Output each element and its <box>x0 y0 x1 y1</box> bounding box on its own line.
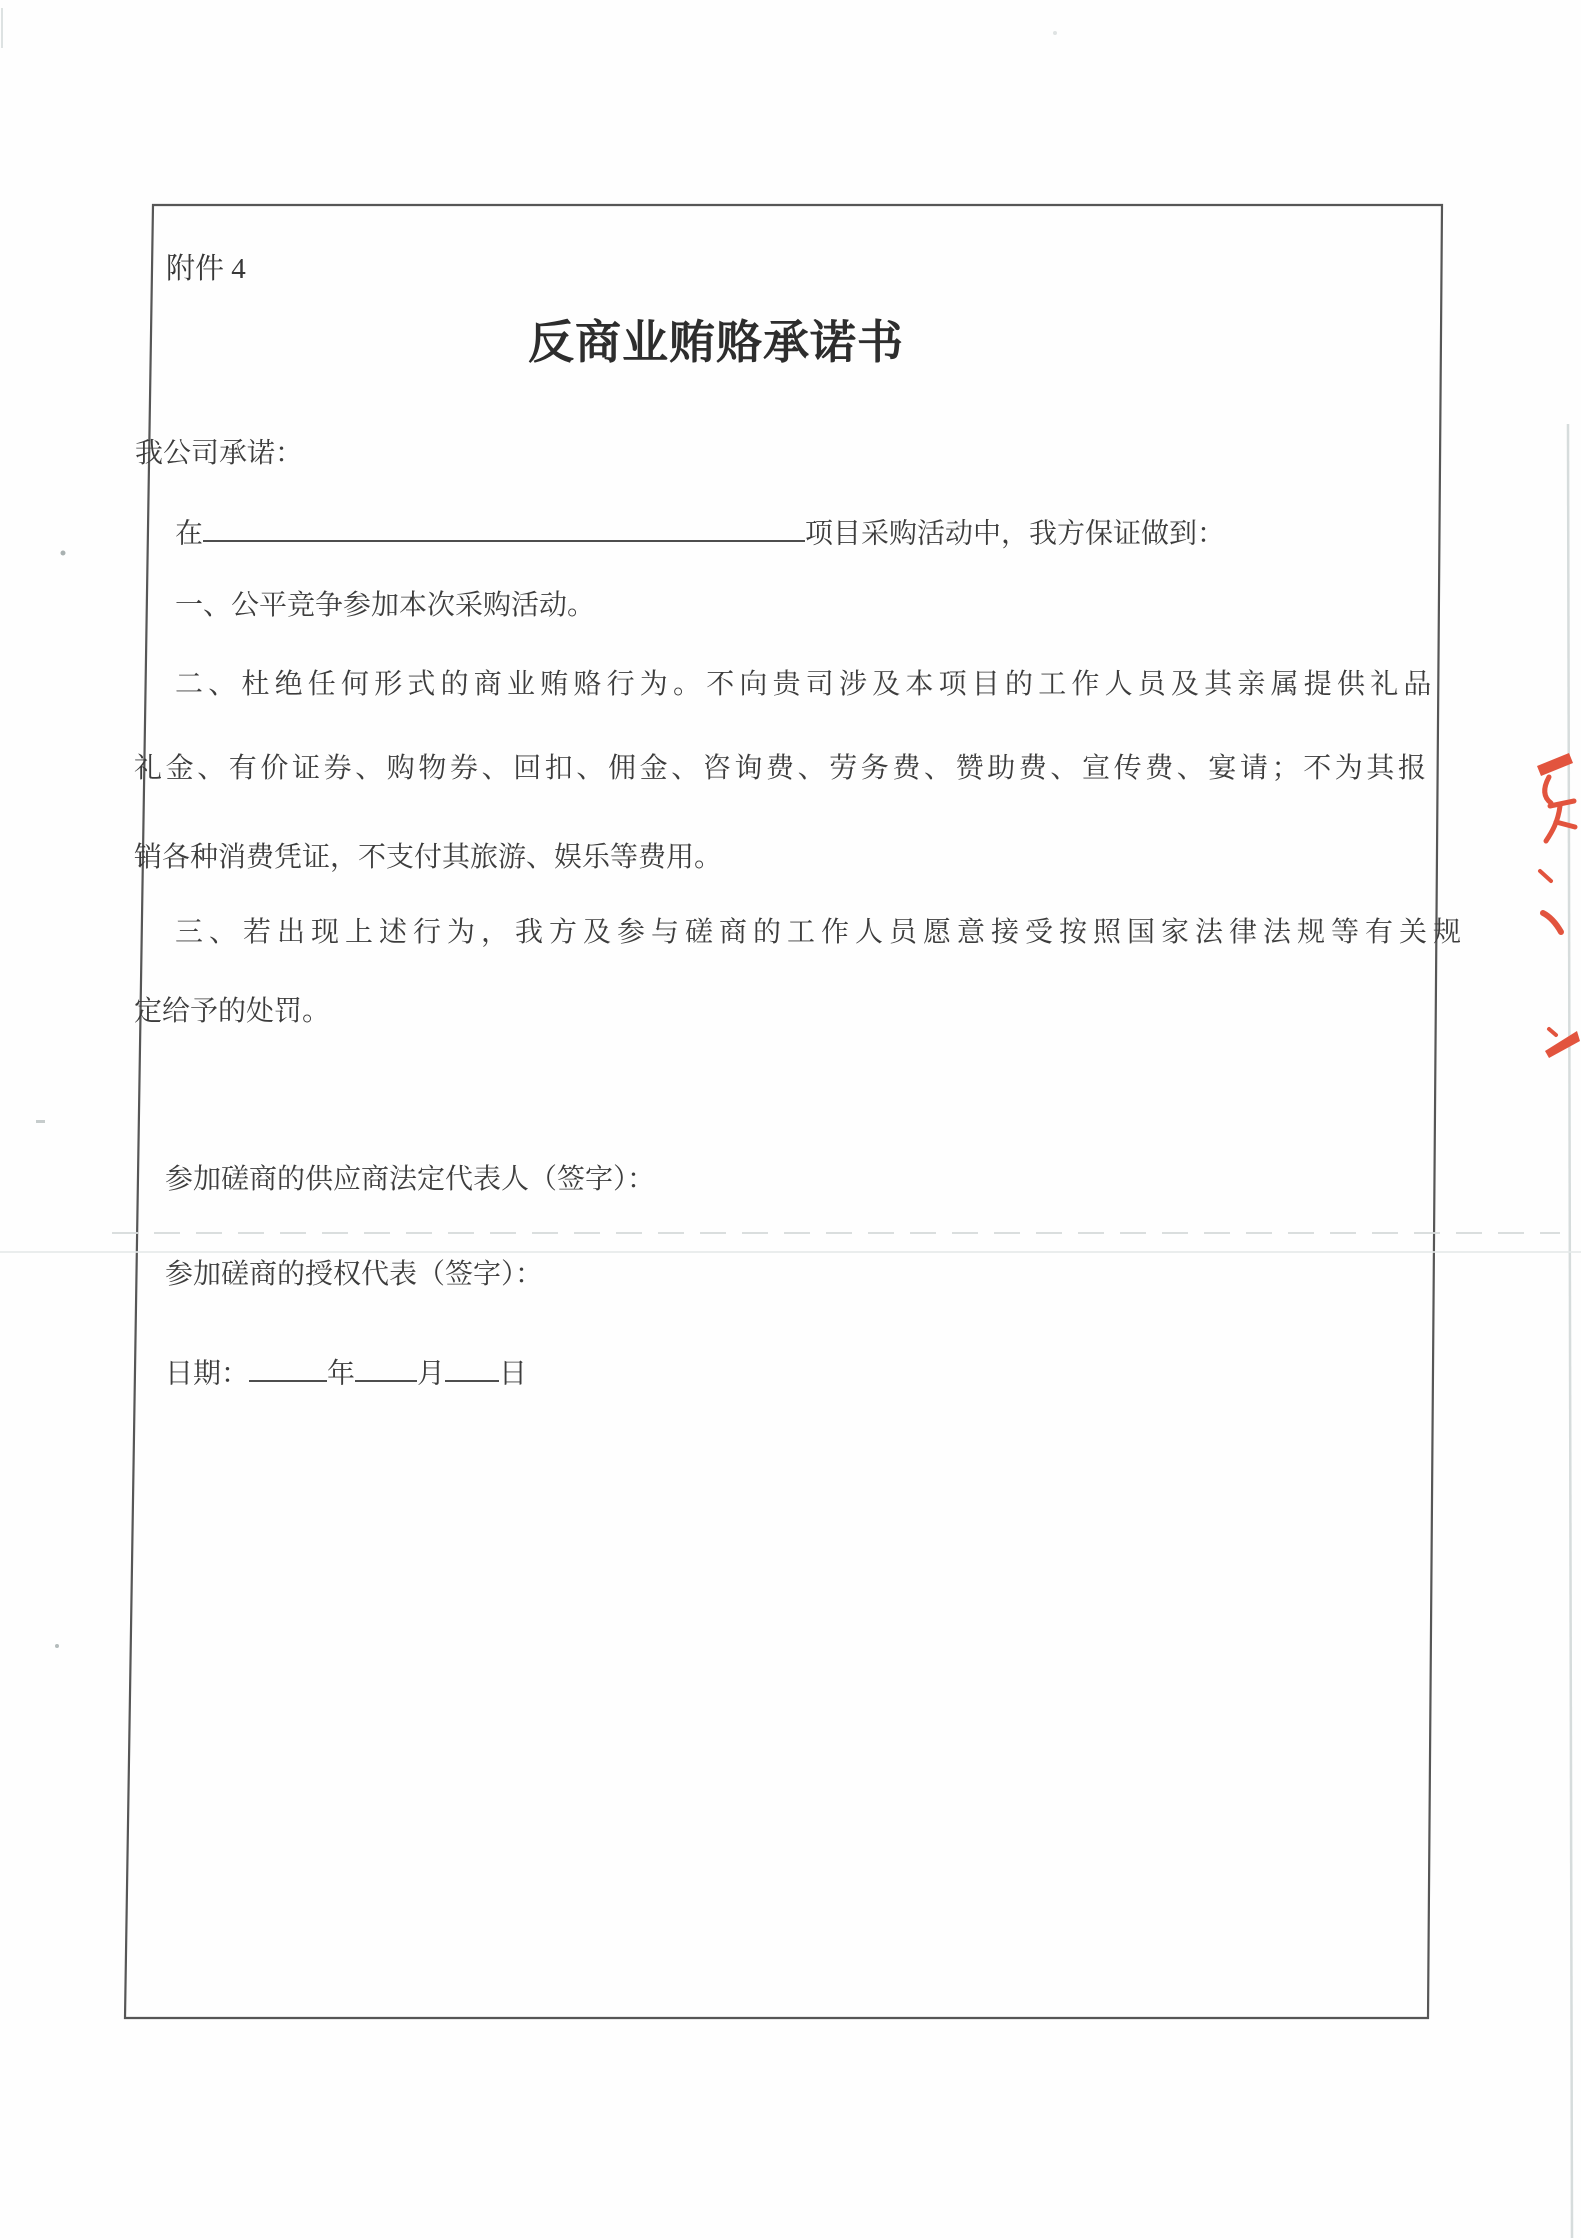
clause-2-line-3: 销各种消费凭证，不支付其旅游、娱乐等费用。 <box>134 842 723 873</box>
red-mark-stroke <box>1543 913 1561 932</box>
date-month-blank <box>355 1351 417 1382</box>
project-line-prefix: 在 <box>175 518 204 550</box>
scan-speck <box>36 1120 45 1123</box>
scan-speck <box>61 551 66 556</box>
date-year-blank <box>249 1351 327 1382</box>
red-handwriting-marks <box>1537 753 1580 1058</box>
authorized-representative-signature-line: 参加磋商的授权代表（签字）： <box>165 1259 544 1290</box>
clause-2-line-2: 礼金、有价证券、购物券、回扣、佣金、咨询费、劳务费、赞助费、宣传费、宴请；不为其报 <box>134 753 1430 784</box>
project-fill-line <box>175 511 1225 551</box>
red-mark-stroke <box>1549 1029 1556 1035</box>
paper-edge-shadow <box>1568 424 1572 2238</box>
document-border-box <box>125 205 1442 2018</box>
date-month-label: 月 <box>417 1358 446 1390</box>
date-day-label: 日 <box>499 1358 528 1390</box>
date-line <box>165 1351 527 1391</box>
project-line-suffix: 项目采购活动中，我方保证做到： <box>805 518 1226 550</box>
clause-3-line-2: 定给予的处罚。 <box>134 996 331 1027</box>
date-day-blank <box>445 1351 499 1382</box>
scan-speck <box>55 1644 59 1648</box>
attachment-label: 附件 4 <box>166 253 246 285</box>
red-mark-stroke <box>1546 806 1560 841</box>
red-mark-stroke <box>1556 822 1575 827</box>
clause-1-line: 一、公平竞争参加本次采购活动。 <box>175 590 596 621</box>
red-mark-stroke <box>1540 871 1551 881</box>
date-year-label: 年 <box>327 1358 356 1390</box>
red-mark-stroke <box>1545 777 1551 803</box>
date-label: 日期： <box>165 1358 250 1390</box>
clause-3-line-1: 三、若出现上述行为，我方及参与磋商的工作人员愿意接受按照国家法律法规等有关规 <box>175 917 1468 948</box>
scan-speck <box>1053 31 1057 35</box>
clause-2-line-1: 二、杜绝任何形式的商业贿赂行为。不向贵司涉及本项目的工作人员及其亲属提供礼品 <box>175 669 1437 700</box>
document-title: 反商业贿赂承诺书 <box>528 317 904 368</box>
red-mark-stroke <box>1537 753 1573 776</box>
intro-line: 我公司承诺： <box>135 438 304 469</box>
red-mark-stroke <box>1550 801 1574 806</box>
project-name-blank <box>203 511 805 542</box>
legal-representative-signature-line: 参加磋商的供应商法定代表人（签字）： <box>165 1164 656 1195</box>
red-mark-stroke <box>1545 1031 1580 1058</box>
